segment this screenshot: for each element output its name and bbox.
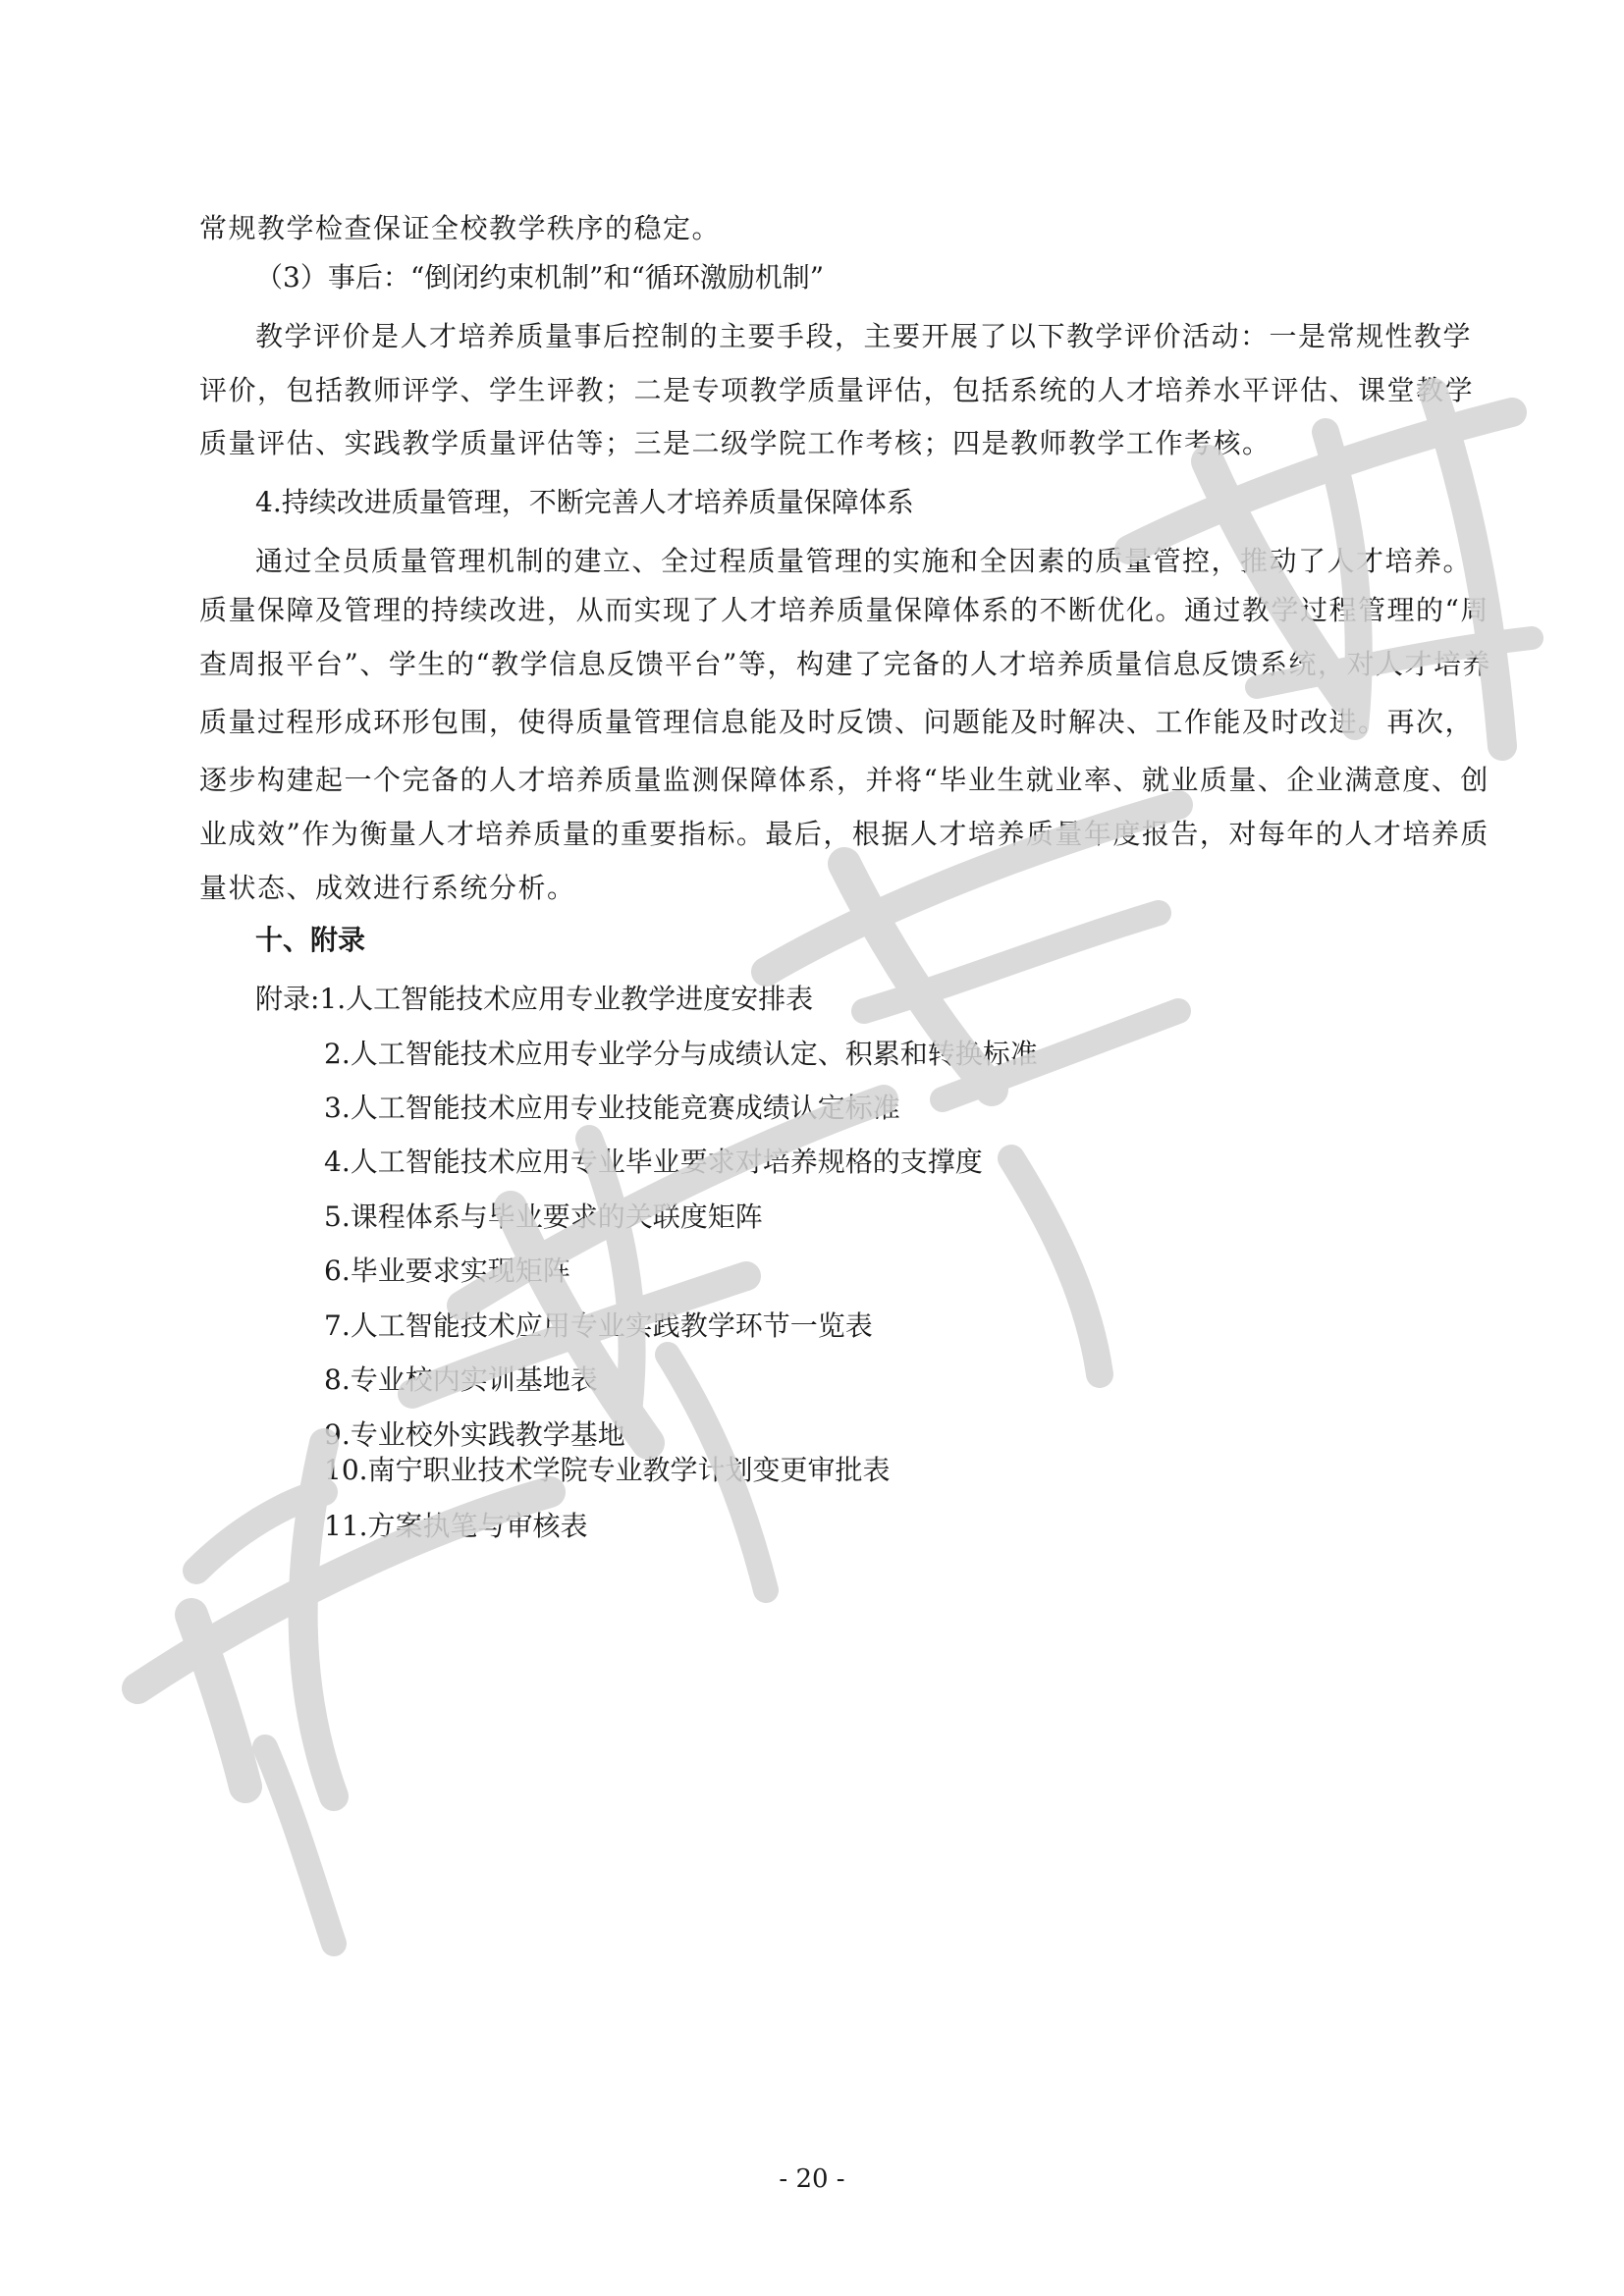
appendix-item: 9.专业校外实践教学基地 [324,1418,625,1451]
appendix-item: 3.人工智能技术应用专业技能竞赛成绩认定标准 [324,1092,900,1124]
paragraph-line: 质量保障及管理的持续改进，从而实现了人才培养质量保障体系的不断优化。通过教学过程管理的“周 [199,594,1489,626]
appendix-item: 5.课程体系与毕业要求的关联度矩阵 [324,1201,763,1233]
section-heading-appendix: 十、附录 [255,924,366,956]
paragraph-line: 通过全员质量管理机制的建立、全过程质量管理的实施和全因素的质量管控，推动了人才培养。 [255,545,1473,577]
subheading-after: （3）事后：“倒闭约束机制”和“循环激励机制” [255,261,825,294]
paragraph-line: 质量过程形成环形包围，使得质量管理信息能及时反馈、问题能及时解决、工作能及时改进。再次， [199,706,1475,738]
paragraph-line: 教学评价是人才培养质量事后控制的主要手段，主要开展了以下教学评价活动：一是常规性教学 [255,320,1473,352]
appendix-item: 7.人工智能技术应用专业实践教学环节一览表 [324,1309,873,1342]
appendix-item: 2.人工智能技术应用专业学分与成绩认定、积累和转换标准 [324,1038,1038,1070]
appendix-item: 11.方案执笔与审核表 [324,1510,588,1542]
appendix-item: 附录:1.人工智能技术应用专业教学进度安排表 [255,983,814,1015]
appendix-item: 4.人工智能技术应用专业毕业要求对培养规格的支撑度 [324,1146,983,1178]
appendix-item: 6.毕业要求实现矩阵 [324,1255,570,1287]
page-number: - 20 - [779,2164,845,2194]
paragraph-line: 常规教学检查保证全校教学秩序的稳定。 [199,212,722,244]
paragraph-line: 业成效”作为衡量人才培养质量的重要指标。最后，根据人才培养质量年度报告，对每年的人才培养质 [199,818,1489,850]
paragraph-line: 质量评估、实践教学质量评估等；三是二级学院工作考核；四是教师教学工作考核。 [199,427,1272,459]
paragraph-line: 评价，包括教师评学、学生评教；二是专项教学质量评估，包括系统的人才培养水平评估、课堂教学 [199,374,1475,406]
paragraph-line: 量状态、成效进行系统分析。 [199,872,576,904]
paragraph-line: 查周报平台”、学生的“教学信息反馈平台”等，构建了完备的人才培养质量信息反馈系统，对人才培养 [199,648,1491,680]
subheading-continuous-improvement: 4.持续改进质量管理，不断完善人才培养质量保障体系 [255,486,914,518]
appendix-item: 10.南宁职业技术学院专业教学计划变更审批表 [324,1454,891,1486]
appendix-item: 8.专业校内实训基地表 [324,1363,598,1396]
paragraph-line: 逐步构建起一个完备的人才培养质量监测保障体系，并将“毕业生就业率、就业质量、企业满意度、创 [199,764,1489,796]
